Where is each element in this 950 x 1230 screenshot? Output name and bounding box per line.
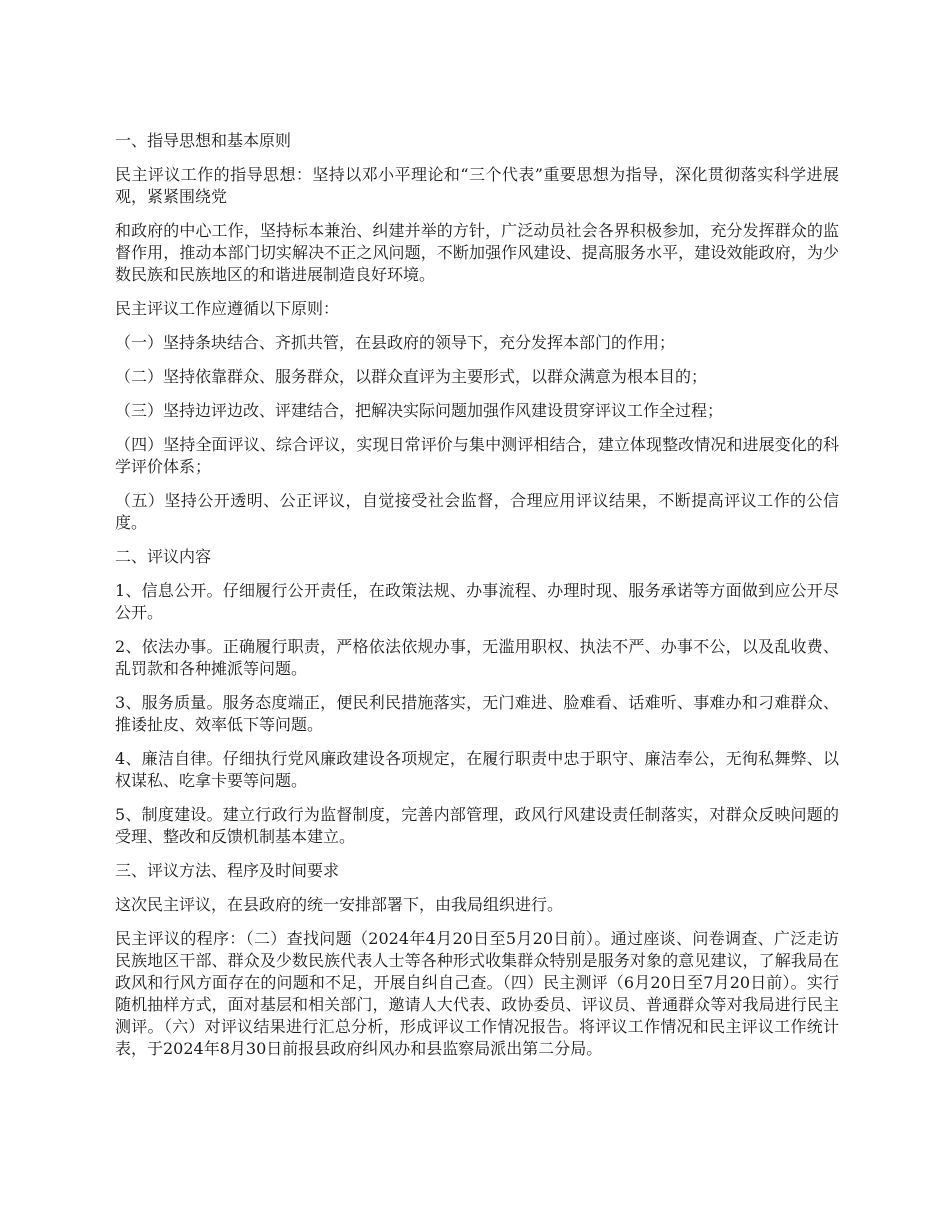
paragraph-guiding-thought: 民主评议工作的指导思想：坚持以邓小平理论和“三个代表”重要思想为指导，深化贯彻落实科学进展观，紧紧围绕党 — [115, 165, 839, 206]
paragraph-guiding-thought-continued: 和政府的中心工作，坚持标本兼治、纠建并举的方针，广泛动员社会各界积极参加，充分发挥群众的监督作用，推动本部门切实解决不正之风问题，不断加强作风建设、提高服务水平，建设效能政府，为少数民族和民族地区的和谐进展制造良好环境。 — [115, 221, 839, 284]
heading-evaluation-content: 二、评议内容 — [115, 547, 212, 566]
principle-item-4: （四）坚持全面评议、综合评议，实现日常评价与集中测评相结合，建立体现整改情况和进展变化的科学评价体系； — [115, 435, 839, 476]
content-item-information-disclosure: 1、信息公开。仔细履行公开责任，在政策法规、办事流程、办理时现、服务承诺等方面做到应公开尽公开。 — [115, 581, 839, 622]
principle-item-3: （三）坚持边评边改、评建结合，把解决实际问题加强作风建设贯穿评议工作全过程； — [115, 401, 724, 420]
paragraph-principles-intro: 民主评议工作应遵循以下原则： — [115, 299, 340, 318]
document-body — [115, 130, 839, 1072]
content-item-integrity: 4、廉洁自律。仔细执行党风廉政建设各项规定，在履行职责中忠于职守、廉洁奉公，无徇私舞弊、以权谋私、吃拿卡要等问题。 — [115, 749, 839, 790]
content-item-lawful-administration: 2、依法办事。正确履行职责，严格依法依规办事，无滥用职权、执法不严、办事不公，以及乱收费、乱罚款和各种摊派等问题。 — [115, 637, 839, 678]
content-item-system-building: 5、制度建设。建立行政行为监督制度，完善内部管理，政风行风建设责任制落实，对群众反映问题的受理、整改和反馈机制基本建立。 — [115, 805, 839, 846]
principle-item-2: （二）坚持依靠群众、服务群众，以群众直评为主要形式，以群众满意为根本目的； — [115, 367, 708, 386]
heading-methods-procedures: 三、评议方法、程序及时间要求 — [115, 861, 340, 880]
paragraph-organization: 这次民主评议，在县政府的统一安排部署下，由我局组织进行。 — [115, 895, 564, 914]
content-item-service-quality: 3、服务质量。服务态度端正，便民利民措施落实，无门难进、脸难看、话难听、事难办和刁难群众、推诿扯皮、效率低下等问题。 — [115, 693, 839, 734]
paragraph-procedure: 民主评议的程序：（二）查找问题（2024年4月20日至5月20日前）。通过座谈、问卷调查、广泛走访民族地区干部、群众及少数民族代表人士等各种形式收集群众特别是服务对象的意见建议，了解我局在政风和行风方面存在的问题和不足，开展自纠自己查。（四）民主测评（6月20日至7月20日前）。实行随机抽样方式，面对基层和相关部门，邀请人大代表、政协委员、评议员、普通群众等对我局进行民主测评。（六）对评议结果进行汇总分析，形成评议工作情况报告。将评议工作情况和民主评议工作统计表，于2024年8月30日前报县政府纠风办和县监察局派出第二分局。 — [115, 929, 839, 1058]
principle-item-1: （一）坚持条块结合、齐抓共管，在县政府的领导下，充分发挥本部门的作用； — [115, 333, 676, 352]
principle-item-5: （五）坚持公开透明、公正评议，自觉接受社会监督，合理应用评议结果，不断提高评议工作的公信度。 — [115, 491, 839, 532]
heading-guiding-principles: 一、指导思想和基本原则 — [115, 131, 292, 150]
